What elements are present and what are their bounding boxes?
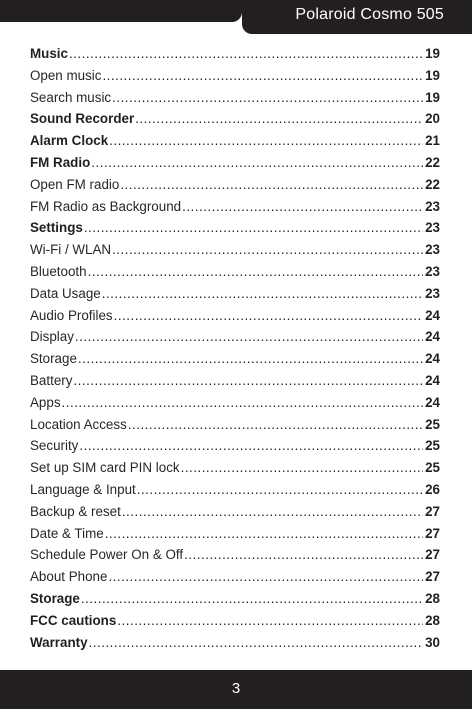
toc-entry[interactable] [30,130,440,152]
toc-entry-page: 20 [425,111,440,127]
toc-entry-page: 25 [425,416,440,432]
toc-entry-page: 24 [425,372,440,388]
toc-dot-leader [137,479,423,501]
toc-dot-leader [75,326,423,348]
header-title-tab [242,0,472,34]
toc-entry-page: 23 [425,285,440,301]
toc-entry-label: Open FM radio [30,176,120,192]
toc-entry-label: Storage [30,590,80,606]
toc-entry-page: 30 [425,634,440,650]
toc-dot-leader [79,435,423,457]
toc-dot-leader [135,108,423,130]
toc-entry-label: Battery [30,372,73,388]
toc-entry-label: Language & Input [30,481,136,497]
toc-entry[interactable] [30,414,440,436]
toc-entry-label: Sound Recorder [30,111,135,127]
toc-entry-page: 24 [425,394,440,410]
toc-dot-leader [78,348,423,370]
toc-entry-label: FM Radio as Background [30,198,182,214]
toc-dot-leader [91,152,423,174]
toc-entry[interactable] [30,566,440,588]
toc-dot-leader [122,501,423,523]
toc-entry-label: Bluetooth [30,263,87,279]
toc-entry-label: Data Usage [30,285,101,301]
toc-entry[interactable] [30,239,440,261]
toc-entry[interactable] [30,501,440,523]
toc-entry-label: Location Access [30,416,127,432]
toc-entry-page: 25 [425,460,440,476]
toc-entry[interactable] [30,283,440,305]
toc-entry-label: Apps [30,394,61,410]
toc-dot-leader [120,174,423,196]
toc-dot-leader [114,305,423,327]
toc-entry-label: Set up SIM card PIN lock [30,460,180,476]
toc-entry[interactable] [30,174,440,196]
toc-entry[interactable] [30,65,440,87]
toc-dot-leader [88,261,424,283]
toc-entry-label: Backup & reset [30,503,121,519]
toc-entry-label: Storage [30,351,77,367]
toc-entry-page: 24 [425,351,440,367]
toc-entry-label: Wi-Fi / WLAN [30,242,112,258]
toc-entry[interactable] [30,457,440,479]
toc-dot-leader [112,87,423,109]
toc-entry-page: 27 [425,525,440,541]
toc-entry[interactable] [30,305,440,327]
toc-entry[interactable] [30,610,440,632]
toc-entry-label: Alarm Clock [30,133,109,149]
toc-entry[interactable] [30,87,440,109]
toc-dot-leader [112,239,423,261]
toc-entry[interactable] [30,348,440,370]
toc-entry-page: 24 [425,307,440,323]
toc-entry[interactable] [30,43,440,65]
toc-entry[interactable] [30,370,440,392]
toc-dot-leader [73,370,423,392]
toc-entry[interactable] [30,479,440,501]
toc-entry-label: Music [30,46,68,61]
toc-entry-page: 27 [425,503,440,519]
page-footer [0,670,472,709]
toc-entry-page: 21 [425,133,440,149]
toc-entry-page: 27 [425,547,440,563]
toc-dot-leader [181,457,424,479]
toc-entry-label: Display [30,329,74,345]
toc-dot-leader [109,130,423,152]
toc-dot-leader [62,392,424,414]
toc-entry[interactable] [30,196,440,218]
toc-entry-page: 23 [425,198,440,214]
toc-dot-leader [105,523,423,545]
toc-dot-leader [184,544,423,566]
toc-entry-label: Search music [30,89,112,105]
toc-entry[interactable] [30,544,440,566]
toc-entry-label: Open music [30,67,102,83]
toc-dot-leader [102,65,423,87]
toc-dot-leader [182,196,423,218]
toc-entry-page: 22 [425,154,440,170]
toc-entry-label: Audio Profiles [30,307,113,323]
toc-entry-page: 22 [425,176,440,192]
toc-entry-page: 24 [425,329,440,345]
toc-entry-label: About Phone [30,569,108,585]
page-number: 3 [231,680,241,697]
toc-entry[interactable] [30,326,440,348]
toc-entry[interactable] [30,632,440,654]
toc-entry-label: FCC cautions [30,612,117,628]
header-decoration-bar [0,0,242,22]
toc-dot-leader [108,566,423,588]
toc-entry[interactable] [30,588,440,610]
toc-entry-label: Settings [30,220,83,236]
toc-entry-page: 19 [425,46,440,61]
toc-entry-label: Date & Time [30,525,104,541]
toc-dot-leader [81,588,423,610]
toc-entry-page: 23 [425,220,440,236]
toc-entry[interactable] [30,392,440,414]
toc-entry-page: 28 [425,590,440,606]
toc-entry[interactable] [30,217,440,239]
toc-entry-page: 23 [425,242,440,258]
toc-entry-page: 23 [425,263,440,279]
toc-entry-label: FM Radio [30,154,91,170]
toc-entry-page: 27 [425,569,440,585]
toc-dot-leader [69,43,423,65]
toc-entry[interactable] [30,108,440,130]
toc-dot-leader [89,632,424,654]
toc-entry-label: Schedule Power On & Off [30,547,184,563]
toc-entry-label: Security [30,438,79,454]
toc-dot-leader [84,217,423,239]
toc-dot-leader [102,283,423,305]
toc-entry-label: Warranty [30,634,88,650]
toc-entry-page: 19 [425,67,440,83]
toc-entry[interactable] [30,261,440,283]
toc-entry[interactable] [30,152,440,174]
toc-entry-page: 28 [425,612,440,628]
toc-dot-leader [117,610,423,632]
table-of-contents [30,43,440,653]
toc-entry[interactable] [30,523,440,545]
toc-entry[interactable] [30,435,440,457]
document-title: Polaroid Cosmo 505 [295,6,444,23]
toc-dot-leader [128,414,423,436]
toc-entry-page: 19 [425,89,440,105]
toc-entry-page: 26 [425,481,440,497]
toc-entry-page: 25 [425,438,440,454]
page-header [0,0,472,34]
